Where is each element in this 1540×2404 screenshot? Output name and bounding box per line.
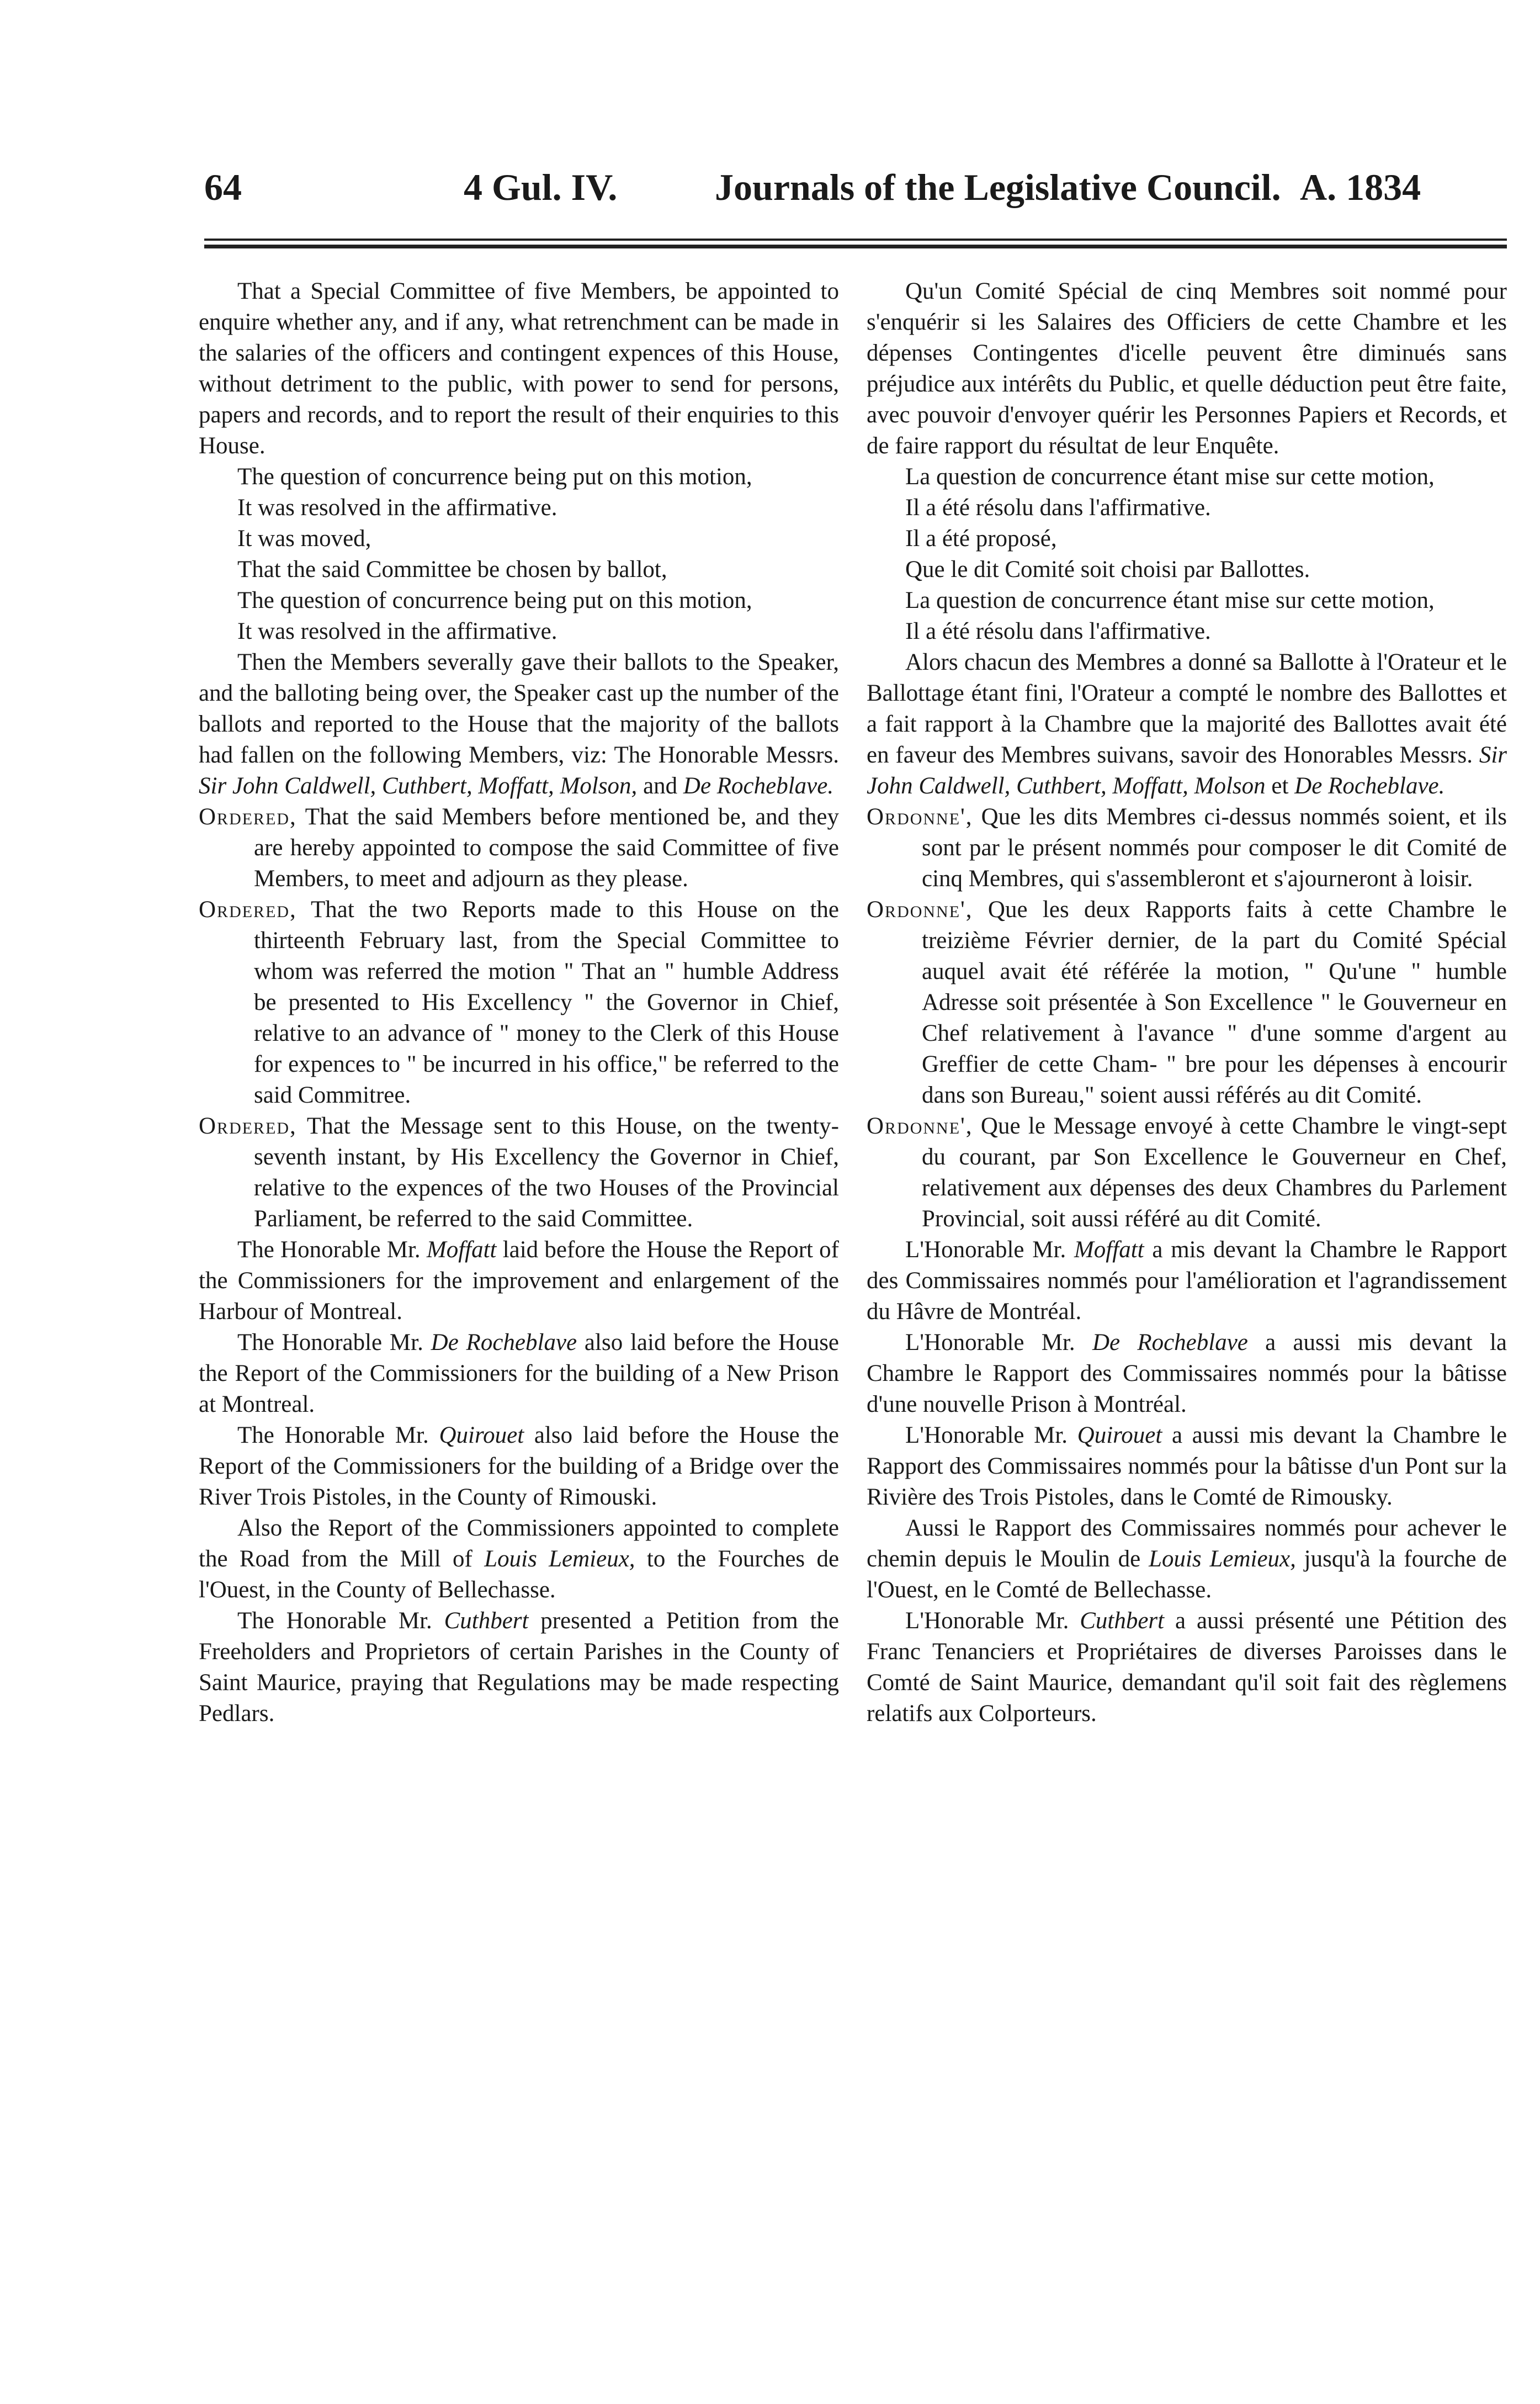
en-p13-pre: The Honorable Mr.	[237, 1608, 432, 1634]
en-p10-post: also laid before the House the Report of the Commissioners for the building of a New Prison at Montreal.	[199, 1330, 840, 1417]
fr-p10-post: a aussi mis devant la Chambre le Rapport des Commissaires nommés pour la bâtisse d'une nouvelle Prison à Montréal.	[867, 1330, 1507, 1417]
fr-ordered-reports	[867, 894, 1507, 1111]
en-ordered-appoint-text: That the said Members before mentioned be, and they are hereby appointed to compose the said Committee of five Members, to meet and adjourn as they please.	[254, 804, 839, 892]
en-ballot-names: Sir John Caldwell, Cuthbert, Moffatt, Molson,	[199, 773, 638, 799]
journal-title: Journals of the Legislative Council.	[715, 166, 1281, 208]
en-p11-name: Quirouet	[439, 1422, 524, 1448]
fr-p13-post: a aussi présenté une Pétition des Franc Tenanciers et Propriétaires de diverses Paroisses dans le Comté de Saint Maurice, demandant qu'il soit fait des règlemens relatifs aux Colporteurs.	[867, 1608, 1507, 1727]
en-ordered-message-text: That the Message sent to this House, on the twenty-seventh instant, by His Excellency the Governor in Chief, relative to the expences of the two Houses of the Provincial Parliament, be referred to the said Committee.	[254, 1113, 839, 1232]
fr-ballot-last-name: De Rocheblave.	[1294, 773, 1445, 799]
en-ordered-message	[199, 1111, 839, 1235]
fr-resolved-affirmative-2: Il a été résolu dans l'affirmative.	[905, 618, 1211, 644]
fr-ordered-label: Ordonne',	[867, 897, 973, 923]
en-p10-pre: The Honorable Mr.	[237, 1330, 423, 1355]
fr-ordered-appoint	[867, 802, 1507, 894]
en-ordered-reports	[199, 894, 839, 1111]
en-ordered-label: Ordered,	[199, 897, 297, 923]
fr-concurrence-question-2: La question de concurrence étant mise sur cette motion,	[905, 587, 1435, 613]
fr-ballot-names: Sir John Caldwell, Cuthbert, Moffatt, Molson	[867, 742, 1507, 799]
fr-ordered-reports-text: Que les deux Rapports faits à cette Chambre le treizième Février dernier, de la part du Comité Spécial auquel avait été référée la motion, " Qu'une " humble Adresse soit présentée à Son Excellence " le Gouverneur en Chef relativement à l'avance " d'une somme d'argent au Greffier de cette Cham- " bre pour les dépenses à encourir dans son Bureau," soient aussi référés au dit Comité.	[922, 897, 1507, 1108]
en-chosen-by-ballot: That the said Committee be chosen by ballot,	[237, 557, 667, 583]
en-ordered-reports-text: That the two Reports made to this House on the thirteenth February last, from the Special Committee to whom was referred the motion " That an " humble Address be presented to His Excellency " the Governor in Chief, relative to an advance of " money to the Clerk of this House for expences to " be incurred in his office," be referred to the said Commitree.	[254, 897, 839, 1108]
french-column	[867, 276, 1507, 1729]
session-year: A. 1834	[1300, 166, 1421, 208]
fr-p12-pre: Aussi le Rapport des Commissaires nommés pour achever le chemin depuis le Moulin de	[867, 1515, 1507, 1572]
fr-ordered-appoint-text: Que les dits Membres ci-dessus nommés soient, et ils sont par le présent nommés pour composer le dit Comité de cinq Membres, qui s'assembleront et s'ajourneront à loisir.	[922, 804, 1507, 892]
fr-p10-pre: L'Honorable Mr.	[905, 1330, 1075, 1355]
en-ballot-last-name: De Rocheblave.	[683, 773, 834, 799]
fr-ballot-text: Alors chacun des Membres a donné sa Ballotte à l'Orateur et le Ballottage étant fini, l'Orateur a compté le nombre des Ballottes et a fait rapport à la Chambre que la majorité des Ballottes avait été en faveur des Membres suivans, savoir des Honorables Messrs.	[867, 649, 1507, 768]
reign-year: 4 Gul. IV.	[464, 166, 618, 208]
header-rule-thin	[204, 239, 1507, 241]
fr-p12-name: Louis Lemieux,	[1149, 1546, 1296, 1572]
fr-road-report	[867, 1513, 1507, 1606]
en-concurrence-question: The question of concurrence being put on this motion,	[237, 464, 752, 490]
fr-p9-name: Moffatt	[1074, 1237, 1144, 1263]
en-ballot-text: Then the Members severally gave their ballots to the Speaker, and the balloting being over, the Speaker cast up the number of the ballots and reported to the House that the majority of the ballots had fallen on the following Members, viz: The Honorable Messrs.	[199, 649, 839, 768]
en-prison-report	[199, 1327, 839, 1420]
running-header	[204, 166, 1507, 226]
en-ballot-result	[199, 647, 839, 802]
en-p13-post: presented a Petition from the Freeholders and Proprietors of certain Parishes in the County of Saint Maurice, praying that Regulations may be made respecting Pedlars.	[199, 1608, 840, 1727]
en-concurrence-question-2: The question of concurrence being put on this motion,	[237, 587, 752, 613]
fr-bridge-report	[867, 1420, 1507, 1513]
en-bridge-report	[199, 1420, 839, 1513]
fr-p9-post: a mis devant la Chambre le Rapport des Commissaires nommés pour l'amélioration et l'agrandissement du Hâvre de Montréal.	[867, 1237, 1507, 1325]
en-p9-post: laid before the House the Report of the Commissioners for the improvement and enlargement of the Harbour of Montreal.	[199, 1237, 839, 1325]
en-motion-special-committee: That a Special Committee of five Members, be appointed to enquire whether any, and if any, what retrenchment can be made in the salaries of the officers and contingent expences of this House, without detriment to the public, with power to send for persons, papers and records, and to report the result of their enquiries to this House.	[199, 278, 839, 459]
fr-pedlars-petition	[867, 1606, 1507, 1729]
english-column	[199, 276, 839, 1729]
en-p11-post: also laid before the House the Report of the Commissioners for the building of a Bridge over the River Trois Pistoles, in the County of Rimouski.	[199, 1422, 840, 1510]
page-number: 64	[204, 166, 242, 208]
en-resolved-affirmative: It was resolved in the affirmative.	[237, 495, 557, 521]
fr-prison-report	[867, 1327, 1507, 1420]
fr-it-was-moved: Il a été proposé,	[905, 526, 1057, 552]
fr-motion-special-committee: Qu'un Comité Spécial de cinq Membres soit nommé pour s'enquérir si les Salaires des Officiers de cette Chambre et les dépenses Contingentes d'icelle peuvent être diminués sans préjudice aux intérêts du Public, et quelle déduction peut être faite, avec pouvoir d'envoyer quérir les Personnes Papiers et Records, et de faire rapport du résultat de leur Enquête.	[867, 278, 1507, 459]
en-p9-pre: The Honorable Mr.	[237, 1237, 421, 1263]
fr-ordered-label: Ordonne',	[867, 1113, 973, 1139]
en-p10-name: De Rocheblave	[431, 1330, 577, 1355]
fr-p12-post: jusqu'à la fourche de l'Ouest, en le Comté de Bellechasse.	[867, 1546, 1507, 1603]
en-ballot-and: and	[643, 773, 678, 799]
en-p12-pre: Also the Report of the Commissioners appointed to complete the Road from the Mill of	[199, 1515, 839, 1572]
fr-p11-post: a aussi mis devant la Chambre le Rapport des Commissaires nommés pour la bâtisse d'un Pont sur la Rivière des Trois Pistoles, dans le Comté de Rimousky.	[867, 1422, 1507, 1510]
en-pedlars-petition	[199, 1606, 839, 1729]
fr-harbour-report	[867, 1235, 1507, 1327]
fr-ordered-label: Ordonne',	[867, 804, 973, 830]
fr-concurrence-question: La question de concurrence étant mise sur cette motion,	[905, 464, 1435, 490]
fr-p10-name: De Rocheblave	[1092, 1330, 1248, 1355]
en-road-report	[199, 1513, 839, 1606]
en-it-was-moved: It was moved,	[237, 526, 371, 552]
fr-p11-name: Quirouet	[1077, 1422, 1162, 1448]
en-p11-pre: The Honorable Mr.	[237, 1422, 429, 1448]
fr-ordered-message	[867, 1111, 1507, 1235]
fr-p9-pre: L'Honorable Mr.	[905, 1237, 1066, 1263]
en-p13-name: Cuthbert	[444, 1608, 529, 1634]
en-ordered-label: Ordered,	[199, 1113, 297, 1139]
header-rule-thick	[204, 245, 1507, 248]
fr-p13-pre: L'Honorable Mr.	[905, 1608, 1069, 1634]
en-p12-post: to the Fourches de l'Ouest, in the County of Bellechasse.	[199, 1546, 840, 1603]
en-p9-name: Moffatt	[426, 1237, 497, 1263]
en-harbour-report	[199, 1235, 839, 1327]
fr-resolved-affirmative: Il a été résolu dans l'affirmative.	[905, 495, 1211, 521]
fr-ordered-message-text: Que le Message envoyé à cette Chambre le vingt-sept du courant, par Son Excellence le Gouverneur en Chef, relativement aux dépenses des deux Chambres du Parlement Provincial, soit aussi référé au dit Comité.	[922, 1113, 1507, 1232]
en-ordered-label: Ordered,	[199, 804, 297, 830]
fr-ballot-result	[867, 647, 1507, 802]
fr-chosen-by-ballot: Que le dit Comité soit choisi par Ballottes.	[905, 557, 1310, 583]
en-ordered-appoint	[199, 802, 839, 894]
fr-ballot-and: et	[1271, 773, 1289, 799]
en-resolved-affirmative-2: It was resolved in the affirmative.	[237, 618, 557, 644]
fr-p11-pre: L'Honorable Mr.	[905, 1422, 1068, 1448]
fr-p13-name: Cuthbert	[1080, 1608, 1165, 1634]
en-p12-name: Louis Lemieux,	[484, 1546, 635, 1572]
